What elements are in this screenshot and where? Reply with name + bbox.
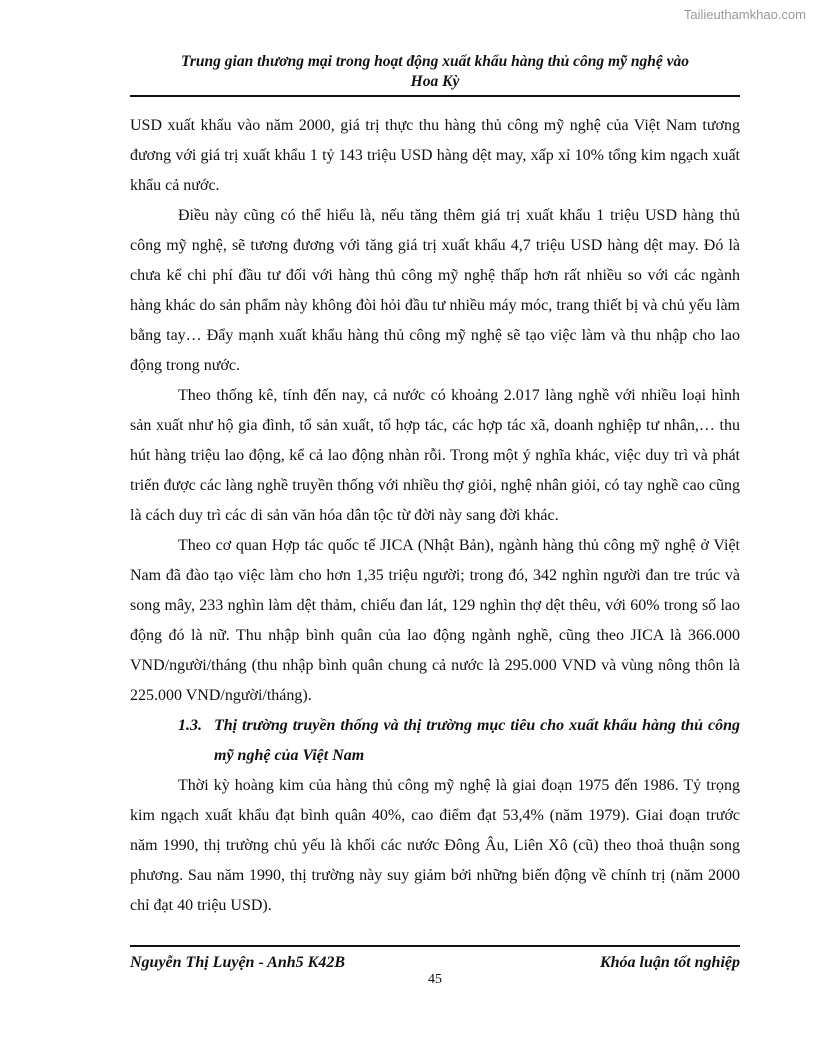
footer-divider xyxy=(130,945,740,947)
page-header xyxy=(130,52,740,92)
paragraph: Theo cơ quan Hợp tác quốc tế JICA (Nhật Bản), ngành hàng thủ công mỹ nghệ ở Việt Nam đã đào tạo việc làm cho hơn 1,35 triệu người; trong đó, 342 nghìn người đan tre trúc và song mây, 233 nghìn làm dệt thảm, chiếu đan lát, 129 nghìn thợ dệt thêu, với 60% trong số lao động đó là nữ. Thu nhập bình quân của lao động ngành nghề, cũng theo JICA là 366.000 VND/người/tháng (thu nhập bình quân chung cả nước là 295.000 VND và vùng nông thôn là 225.000 VND/người/tháng). xyxy=(130,537,740,704)
header-title-line-1: Trung gian thương mại trong hoạt động xuất khẩu hàng thủ công mỹ nghệ vào xyxy=(180,53,689,70)
header-divider xyxy=(130,95,740,97)
paragraph: Điều này cũng có thể hiểu là, nếu tăng thêm giá trị xuất khẩu 1 triệu USD hàng thủ công mỹ nghệ, sẽ tương đương với tăng giá trị xuất khẩu 4,7 triệu USD hàng dệt may. Đó là chưa kể chi phí đầu tư đối với hàng thủ công mỹ nghệ thấp hơn rất nhiều so với các ngành hàng khác do sản phẩm này không đòi hỏi đầu tư nhiều máy móc, trang thiết bị và chủ yếu làm bằng tay… Đẩy mạnh xuất khẩu hàng thủ công mỹ nghệ sẽ tạo việc làm và thu nhập cho lao động trong nước. xyxy=(130,207,740,374)
header-title-line-2: Hoa Kỳ xyxy=(410,73,460,90)
section-heading xyxy=(130,711,740,771)
paragraph: Thời kỳ hoàng kim của hàng thủ công mỹ nghệ là giai đoạn 1975 đến 1986. Tỷ trọng kim ngạch xuất khẩu đạt bình quân 40%, cao điểm đạt 53,4% (năm 1979). Giai đoạn trước năm 1990, thị trường chủ yếu là khối các nước Đông Âu, Liên Xô (cũ) theo thoả thuận song phương. Sau năm 1990, thị trường này suy giảm bởi những biến động về chính trị (năm 2000 chỉ đạt 40 triệu USD). xyxy=(130,777,740,914)
watermark-text: Tailieuthamkhao.com xyxy=(683,7,806,22)
paragraph: Theo thống kê, tính đến nay, cả nước có khoảng 2.017 làng nghề với nhiều loại hình sản xuất như hộ gia đình, tổ sản xuất, tổ hợp tác, các hợp tác xã, doanh nghiệp tư nhân,… thu hút hàng triệu lao động, kể cả lao động nhàn rỗi. Trong một ý nghĩa khác, việc duy trì và phát triển được các làng nghề truyền thống với nhiều thợ giỏi, nghệ nhân giỏi, có tay nghề cao cũng là cách duy trì các di sản văn hóa dân tộc từ đời này sang đời khác. xyxy=(130,387,740,524)
paragraph-continued: USD xuất khẩu vào năm 2000, giá trị thực thu hàng thủ công mỹ nghệ của Việt Nam tương đương với giá trị xuất khẩu 1 tỷ 143 triệu USD hàng dệt may, xấp xỉ 10% tổng kim ngạch xuất khẩu cả nước. xyxy=(130,117,740,194)
footer-author: Nguyễn Thị Luyện - Anh5 K42B xyxy=(130,954,345,971)
section-title: Thị trường truyền thống và thị trường mục tiêu cho xuất khẩu hàng thủ công mỹ nghệ của Việt Nam xyxy=(214,717,740,764)
footer-document-type: Khóa luận tốt nghiệp xyxy=(599,954,740,971)
section-number: 1.3. xyxy=(178,717,202,734)
document-body xyxy=(130,111,740,921)
page-number: 45 xyxy=(428,972,442,987)
